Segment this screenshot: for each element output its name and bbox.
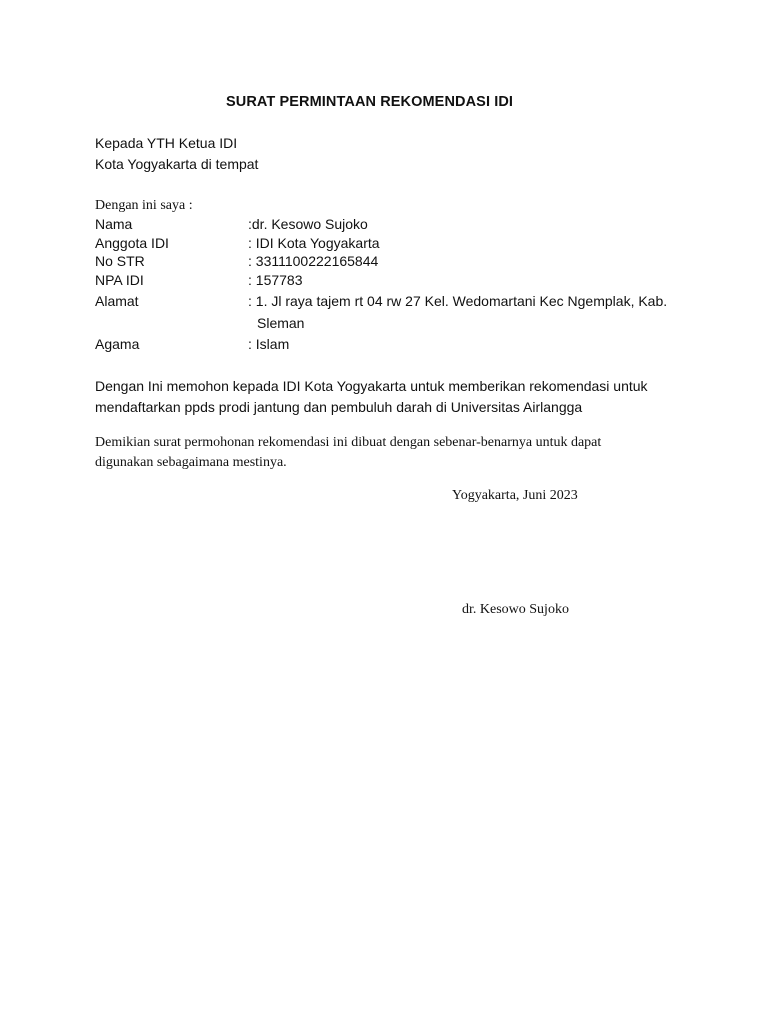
place-date: Yogyakarta, Juni 2023 [452, 488, 578, 503]
field-value-anggota: : IDI Kota Yogyakarta [248, 235, 380, 251]
field-label-agama: Agama [95, 336, 140, 352]
field-label-str: No STR [95, 253, 145, 269]
field-value-nama: :dr. Kesowo Sujoko [248, 216, 368, 232]
field-value-npa: : 157783 [248, 272, 303, 288]
field-label-npa: NPA IDI [95, 272, 144, 288]
signature-name: dr. Kesowo Sujoko [462, 602, 569, 617]
field-value-alamat-line-1: : 1. Jl raya tajem rt 04 rw 27 Kel. Wedomartani Kec Ngemplak, Kab. [248, 293, 668, 309]
field-label-anggota: Anggota IDI [95, 235, 169, 251]
intro-text: Dengan ini saya : [95, 198, 193, 213]
closing-line-1: Demikian surat permohonan rekomendasi ini dibuat dengan sebenar-benarnya untuk dapat [95, 435, 602, 450]
recipient-line-1: Kepada YTH Ketua IDI [95, 135, 238, 151]
request-line-1: Dengan Ini memohon kepada IDI Kota Yogyakarta untuk memberikan rekomendasi untuk [95, 378, 648, 394]
field-value-agama: : Islam [248, 336, 290, 352]
field-value-str: : 3311100222165844 [248, 253, 379, 269]
closing-line-2: digunakan sebagaimana mestinya. [95, 455, 287, 470]
request-line-2: mendaftarkan ppds prodi jantung dan pembuluh darah di Universitas Airlangga [95, 399, 583, 415]
letter-title: SURAT PERMINTAAN REKOMENDASI IDI [226, 94, 514, 110]
field-value-alamat-line-2: Sleman [257, 315, 305, 331]
recipient-line-2: Kota Yogyakarta di tempat [95, 156, 259, 172]
field-label-alamat: Alamat [95, 293, 139, 309]
field-label-nama: Nama [95, 216, 133, 232]
